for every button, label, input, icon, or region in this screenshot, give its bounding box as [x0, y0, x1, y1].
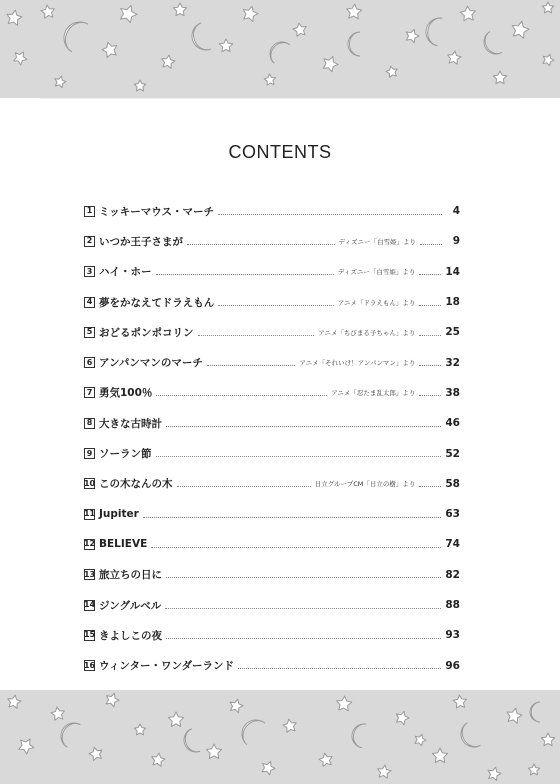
- song-title: ジングルベル: [99, 599, 162, 612]
- song-title: Jupiter: [99, 508, 139, 521]
- page-number: 93: [445, 629, 460, 642]
- star-icon: [260, 759, 277, 776]
- dot-leader: [166, 577, 441, 578]
- song-title: 旅立ちの日に: [99, 569, 162, 582]
- star-icon: [377, 764, 392, 778]
- toc-row: [84, 287, 460, 317]
- dot-leader: [165, 608, 441, 609]
- song-title: 勇気100％: [99, 387, 153, 400]
- page-number: 74: [445, 538, 460, 551]
- page-number: 82: [445, 568, 460, 581]
- table-of-contents: [84, 196, 460, 681]
- star-icon: [336, 695, 352, 711]
- track-number: 8: [84, 418, 95, 429]
- page-number: 32: [445, 356, 460, 369]
- star-icon: [6, 694, 21, 709]
- crescent-moon-icon: [181, 729, 200, 756]
- toc-row: [84, 408, 460, 438]
- song-title: ミッキーマウス・マーチ: [99, 205, 214, 218]
- star-icon: [173, 3, 186, 16]
- source-note: 日立グループCM「日立の樹」より: [314, 480, 416, 489]
- track-number: 1: [84, 206, 95, 217]
- toc-row: [84, 590, 460, 620]
- page-title: CONTENTS: [228, 142, 332, 162]
- toc-row: [84, 317, 460, 347]
- toc-row: [84, 529, 460, 559]
- star-icon: [134, 80, 145, 91]
- page-number: 14: [445, 265, 460, 278]
- star-icon: [264, 73, 276, 85]
- star-icon: [11, 49, 29, 67]
- track-number: 14: [83, 600, 96, 609]
- star-icon: [150, 752, 165, 767]
- page-number: 18: [445, 296, 460, 309]
- toc-row: [84, 347, 460, 377]
- star-icon: [542, 2, 553, 13]
- song-title: 夢をかなえてドラえもん: [99, 296, 215, 309]
- star-icon: [104, 691, 121, 708]
- star-icon: [404, 27, 421, 43]
- star-icon: [53, 75, 67, 88]
- toc-row: [84, 620, 460, 650]
- star-icon: [16, 735, 36, 755]
- crescent-moon-icon: [348, 32, 360, 56]
- dot-leader: [156, 395, 327, 396]
- star-icon: [510, 19, 530, 39]
- track-number: 2: [84, 236, 95, 247]
- dot-leader: [419, 486, 441, 487]
- crescent-moon-icon: [350, 722, 366, 748]
- stars-moons-pattern-top: [0, 0, 560, 98]
- star-icon: [241, 4, 259, 22]
- track-number: 7: [84, 387, 95, 398]
- page-number: 25: [445, 326, 460, 339]
- source-note: アニメ「ドラえもん」より: [337, 298, 416, 307]
- song-title: 大きな古時計: [99, 417, 162, 430]
- star-icon: [292, 22, 307, 37]
- star-icon: [5, 9, 22, 26]
- song-title: おどるポンポコリン: [99, 326, 194, 339]
- dot-leader: [156, 274, 334, 275]
- dot-leader: [420, 244, 442, 245]
- crescent-moon-icon: [456, 723, 480, 752]
- dot-leader: [156, 456, 442, 457]
- dot-leader: [419, 395, 441, 396]
- stars-moons-pattern-bottom: [0, 690, 560, 784]
- crescent-moon-icon: [265, 37, 290, 63]
- source-note: アニメ「忍たま乱太郎」より: [331, 389, 416, 398]
- track-number: 16: [83, 660, 96, 670]
- star-icon: [460, 5, 476, 21]
- star-icon: [453, 694, 467, 708]
- track-number: 5: [84, 327, 95, 338]
- track-number: 13: [83, 569, 96, 579]
- star-icon: [318, 752, 334, 767]
- star-icon: [206, 744, 221, 759]
- crescent-moon-icon: [530, 702, 540, 722]
- star-icon: [50, 706, 65, 720]
- crescent-moon-icon: [480, 32, 502, 59]
- dot-leader: [187, 244, 335, 245]
- faint-staff-line: [40, 98, 520, 99]
- dot-leader: [151, 547, 441, 548]
- source-note: ディズニー「白雪姫」より: [337, 268, 416, 277]
- track-number: 10: [83, 478, 96, 488]
- star-icon: [541, 733, 554, 746]
- dot-leader: [419, 365, 441, 366]
- toc-row: [84, 560, 460, 590]
- star-icon: [134, 724, 145, 735]
- star-icon: [505, 707, 523, 724]
- star-icon: [117, 3, 139, 24]
- star-icon: [486, 766, 502, 782]
- star-icon: [88, 746, 104, 762]
- track-number: 9: [84, 448, 95, 459]
- track-number: 4: [84, 297, 95, 308]
- dot-leader: [143, 517, 442, 518]
- source-note: アニメ「ちびまる子ちゃん」より: [318, 328, 416, 337]
- track-number: 6: [84, 357, 95, 368]
- song-title: この木なんの木: [99, 478, 173, 491]
- dot-leader: [419, 305, 441, 306]
- star-icon: [228, 698, 244, 714]
- toc-row: [84, 378, 460, 408]
- dot-leader: [207, 365, 296, 366]
- dot-leader: [218, 305, 333, 306]
- page-number: 52: [445, 447, 460, 460]
- star-icon: [493, 71, 506, 84]
- page-number: 58: [445, 477, 460, 490]
- page-number: 4: [452, 205, 460, 218]
- page-number: 46: [445, 417, 460, 430]
- star-icon: [528, 764, 539, 775]
- source-note: アニメ「それいけ！アンパンマン」より: [299, 359, 416, 368]
- star-icon: [541, 52, 555, 66]
- crescent-moon-icon: [58, 16, 88, 52]
- page-number: 96: [445, 659, 460, 672]
- dot-leader: [166, 426, 441, 427]
- track-number: 3: [84, 266, 95, 277]
- page-number: 63: [445, 508, 460, 521]
- star-icon: [413, 732, 427, 746]
- crescent-moon-icon: [56, 718, 80, 747]
- track-number: 12: [83, 539, 96, 549]
- toc-row: [84, 499, 460, 529]
- song-title: きよしこの夜: [99, 629, 162, 642]
- star-icon: [346, 3, 362, 19]
- bottom-decoration-band: [0, 690, 560, 784]
- dot-leader: [419, 274, 441, 275]
- crescent-moon-icon: [424, 16, 443, 46]
- star-icon: [321, 54, 341, 73]
- track-number: 11: [83, 509, 96, 519]
- track-number: 15: [83, 630, 96, 640]
- star-icon: [447, 50, 462, 64]
- toc-row: [84, 226, 460, 256]
- crescent-moon-icon: [188, 23, 211, 54]
- star-icon: [168, 712, 183, 727]
- dot-leader: [419, 335, 441, 336]
- dot-leader: [177, 486, 311, 487]
- toc-row: [84, 469, 460, 499]
- star-icon: [101, 40, 119, 58]
- star-icon: [394, 709, 411, 725]
- song-title: いつか王子さまが: [99, 235, 183, 248]
- star-icon: [385, 65, 398, 78]
- toc-row: [84, 257, 460, 287]
- song-title: アンパンマンのマーチ: [99, 357, 203, 370]
- page-number: 88: [445, 599, 460, 611]
- star-icon: [282, 718, 297, 733]
- toc-row: [84, 196, 460, 226]
- source-note: ディズニー「白雪姫」より: [338, 237, 416, 246]
- star-icon: [160, 54, 175, 69]
- star-icon: [40, 4, 55, 18]
- toc-row: [84, 650, 460, 680]
- toc-row: [84, 438, 460, 468]
- dot-leader: [198, 335, 315, 336]
- song-title: BELIEVE: [99, 538, 148, 551]
- dot-leader: [218, 214, 442, 215]
- star-icon: [432, 748, 447, 763]
- dot-leader: [166, 638, 441, 639]
- song-title: ハイ・ホー: [99, 266, 152, 279]
- star-icon: [219, 39, 232, 52]
- page-number: 38: [445, 386, 460, 399]
- top-decoration-band: [0, 0, 560, 98]
- song-title: ウィンター・ワンダーランド: [99, 660, 235, 673]
- dot-leader: [238, 668, 441, 669]
- crescent-moon-icon: [236, 714, 265, 744]
- song-title: ソーラン節: [99, 448, 152, 461]
- page-number: 9: [452, 235, 460, 248]
